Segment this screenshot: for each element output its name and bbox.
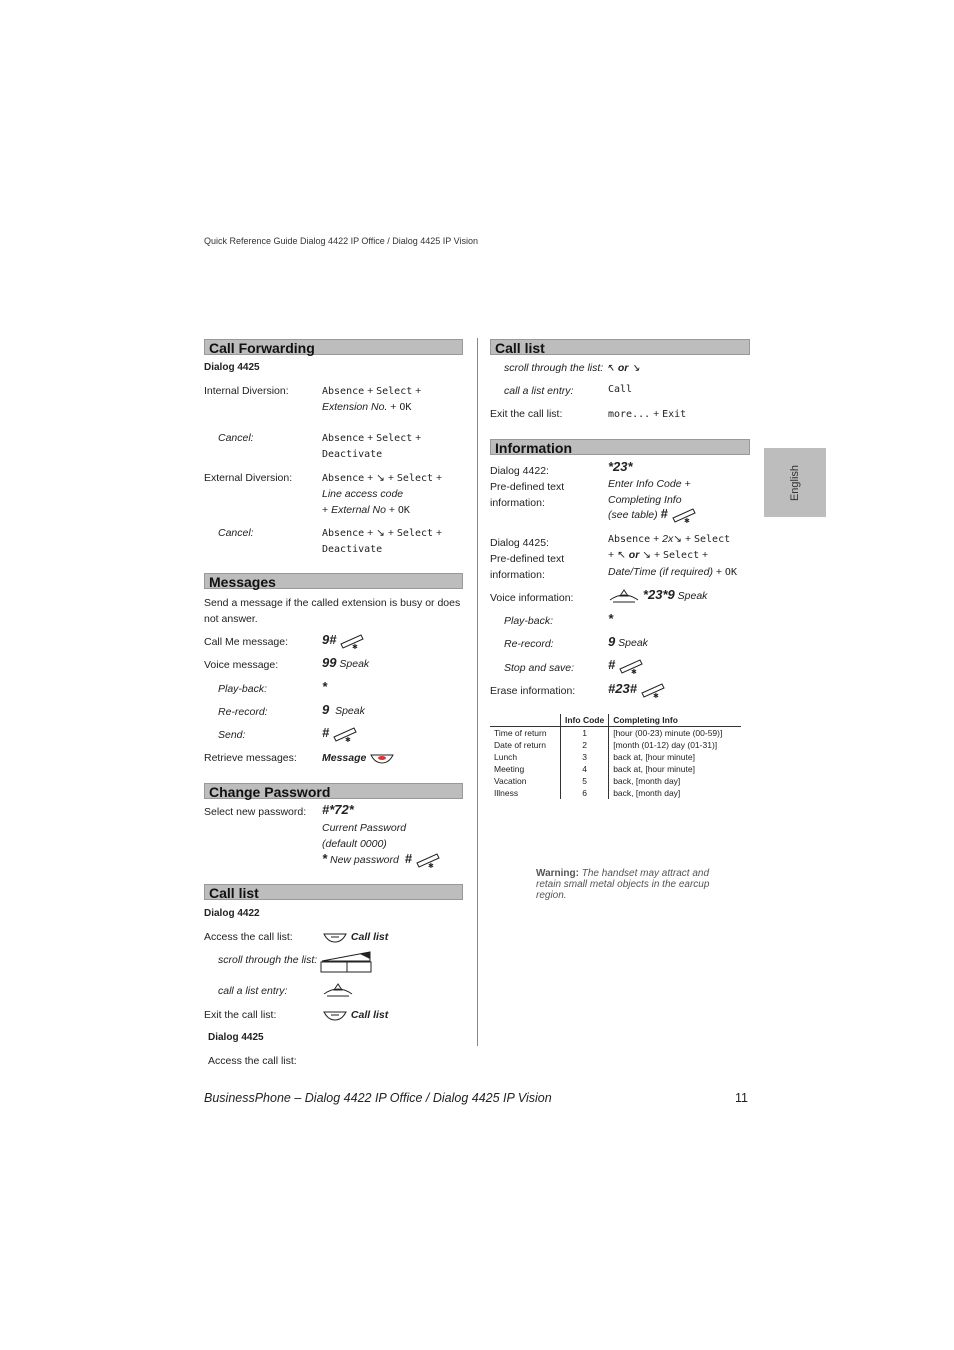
- section-information: Information: [490, 439, 750, 455]
- scroll-up-icon: ↖: [617, 549, 626, 561]
- cancel-steps-2: Deactivate: [322, 449, 383, 460]
- d4422-keys: *23*: [608, 459, 633, 474]
- d4425-steps-2: + ↖ or ↘ + Select +: [608, 549, 709, 561]
- table-header-row: [490, 714, 741, 727]
- external-diversion-steps-3: + External No + OK: [322, 504, 410, 516]
- handset-off-hook: [322, 982, 354, 998]
- handset-key-icon: [332, 725, 358, 743]
- svg-text:✱: ✱: [652, 693, 659, 699]
- default-password: (default 0000): [322, 838, 387, 850]
- table-header: Completing Info: [609, 714, 742, 727]
- exit-call-list-value: Call list: [322, 1008, 388, 1022]
- access-call-list-label: Access the call list:: [204, 931, 293, 943]
- footer-title: BusinessPhone – Dialog 4422 IP Office / Dialog 4425 IP Vision: [204, 1091, 552, 1105]
- svg-text:✱: ✱: [683, 518, 690, 524]
- cancel-label-2: Cancel:: [218, 527, 254, 539]
- table-row: Date of return 2 [month (01-12) day (01-31)]: [494, 740, 718, 750]
- d4422-label: Dialog 4422:: [490, 465, 549, 477]
- current-password: Current Password: [322, 822, 407, 834]
- handset-key-icon: [415, 851, 441, 869]
- erase-info-label: Erase information:: [490, 685, 576, 697]
- info-code-table: [490, 714, 741, 799]
- language-tab-label: English: [788, 464, 801, 501]
- voice-message-label: Voice message:: [204, 659, 279, 671]
- scroll-down-icon: ↘: [642, 549, 652, 561]
- cancel-steps: Absence + Select +: [322, 432, 422, 444]
- call-softkey: Call: [608, 384, 633, 395]
- cancel-label: Cancel:: [218, 432, 254, 444]
- handset-key-icon: [640, 681, 666, 699]
- table-header: [490, 714, 561, 727]
- call-entry-label: call a list entry:: [218, 985, 288, 997]
- callme-keys: 9# ✱: [322, 632, 365, 650]
- page-number: 11: [735, 1091, 748, 1105]
- internal-diversion-steps: Absence + Select +: [322, 385, 422, 397]
- d4425-label-2: Pre-defined text: [490, 553, 565, 565]
- voice-info-label: Voice information:: [490, 592, 574, 604]
- table-row: Meeting 4 back at, [hour minute]: [494, 764, 695, 774]
- external-diversion-label: External Diversion:: [204, 472, 293, 484]
- send-label: Send:: [218, 729, 246, 741]
- password-keys: #*72*: [322, 802, 354, 817]
- cancel-steps-ext-2: Deactivate: [322, 544, 383, 555]
- section-call-forwarding: Call Forwarding: [204, 339, 463, 355]
- page-header: Quick Reference Guide Dialog 4422 IP Office / Dialog 4425 IP Vision: [204, 236, 478, 246]
- scroll-label: scroll through the list:: [218, 954, 318, 966]
- section-call-list: Call list: [204, 884, 463, 900]
- playback-key: *: [322, 679, 328, 694]
- svg-text:✱: ✱: [345, 737, 352, 743]
- retrieve-value: Message: [322, 751, 395, 765]
- completing-info: Completing Info: [608, 494, 682, 506]
- column-divider: [477, 338, 478, 1046]
- d4425-label-3: information:: [490, 569, 545, 581]
- messages-desc-2: not answer.: [204, 613, 258, 625]
- svg-text:✱: ✱: [427, 863, 434, 869]
- d4422-label-2: Pre-defined text: [490, 481, 565, 493]
- access-call-list-value: Call list: [322, 930, 388, 944]
- handset-off-hook-icon: [322, 982, 354, 998]
- table-row: Time of return 1 [hour (00-23) minute (00-59)]: [494, 728, 723, 738]
- scroll-label-2: scroll through the list: ↖ or ↘: [504, 362, 641, 374]
- model-label: Dialog 4422: [204, 908, 260, 919]
- erase-info-keys: #23# ✱: [608, 681, 666, 699]
- internal-diversion-label: Internal Diversion:: [204, 385, 289, 397]
- navigation-keys-icon: [320, 950, 374, 974]
- call-entry-label-2: call a list entry:: [504, 385, 574, 397]
- cancel-steps-ext: Absence + ↘ + Select +: [322, 527, 443, 539]
- info-playback-label: Play-back:: [504, 615, 554, 627]
- stop-save-label: Stop and save:: [504, 662, 575, 674]
- svg-text:✱: ✱: [631, 669, 638, 675]
- stop-save-keys: # ✱: [608, 657, 644, 675]
- message-key-icon: [369, 752, 395, 764]
- d4425-steps: Absence + 2x↘ + Select: [608, 533, 731, 545]
- scroll-down-icon: ↘: [376, 527, 385, 539]
- call-list-key-icon: [322, 1009, 348, 1021]
- handset-key-icon: [671, 506, 697, 524]
- retrieve-label: Retrieve messages:: [204, 752, 297, 764]
- new-password-label: Select new password:: [204, 806, 307, 818]
- table-header: Info Code: [561, 714, 609, 727]
- voice-message-keys: 99 Speak: [322, 655, 370, 670]
- model-label-2: Dialog 4425: [208, 1032, 264, 1043]
- section-messages: Messages: [204, 573, 463, 589]
- line-access-code: Line access code: [322, 488, 404, 500]
- scroll-up-icon: ↖: [606, 362, 615, 374]
- enter-info-code: Enter Info Code +: [608, 478, 691, 490]
- section-call-list-2: Call list: [490, 339, 750, 355]
- exit-call-list-label: Exit the call list:: [204, 1009, 277, 1021]
- playback-label: Play-back:: [218, 683, 268, 695]
- warning-note: Warning: The handset may attract and retain small metal objects in the earcup region.: [536, 868, 710, 901]
- rerecord-keys: 9 Speak: [322, 702, 365, 717]
- new-password-steps: * New password # ✱: [322, 851, 441, 869]
- table-row: Lunch 3 back at, [hour minute]: [494, 752, 695, 762]
- info-rerecord-label: Re-record:: [504, 638, 554, 650]
- info-rerecord-keys: 9 Speak: [608, 634, 648, 649]
- scroll-down-icon: ↘: [673, 533, 683, 545]
- scroll-down-icon: ↘: [376, 472, 385, 484]
- svg-text:✱: ✱: [352, 644, 359, 650]
- see-table-steps: (see table) # ✱: [608, 506, 697, 524]
- info-playback-key: *: [608, 611, 614, 626]
- exit-call-list-steps: more... + Exit: [608, 408, 687, 420]
- scroll-keys: [320, 950, 374, 974]
- scroll-down-icon: ↘: [631, 362, 641, 374]
- internal-diversion-steps-2: Extension No. + OK: [322, 401, 412, 413]
- model-label: Dialog 4425: [204, 362, 260, 373]
- voice-info-steps: *23*9 Speak: [608, 588, 707, 604]
- table-row: Vacation 5 back, [month day]: [494, 776, 681, 786]
- table-row: Illness 6 back, [month day]: [494, 788, 681, 798]
- access-call-list-label-2: Access the call list:: [208, 1055, 297, 1067]
- messages-desc: Send a message if the called extension is busy or does: [204, 597, 461, 609]
- exit-call-list-label-2: Exit the call list:: [490, 408, 563, 420]
- section-change-password: Change Password: [204, 783, 463, 799]
- handset-key-icon: [618, 657, 644, 675]
- d4425-steps-3: Date/Time (if required) + OK: [608, 566, 737, 578]
- d4422-label-3: information:: [490, 497, 545, 509]
- callme-label: Call Me message:: [204, 636, 289, 648]
- send-keys: # ✱: [322, 725, 358, 743]
- external-diversion-steps: Absence + ↘ + Select +: [322, 472, 443, 484]
- rerecord-label: Re-record:: [218, 706, 268, 718]
- handset-off-hook-icon: [608, 588, 640, 604]
- handset-key-icon: [339, 632, 365, 650]
- d4425-label: Dialog 4425:: [490, 537, 549, 549]
- call-list-key-icon: [322, 931, 348, 943]
